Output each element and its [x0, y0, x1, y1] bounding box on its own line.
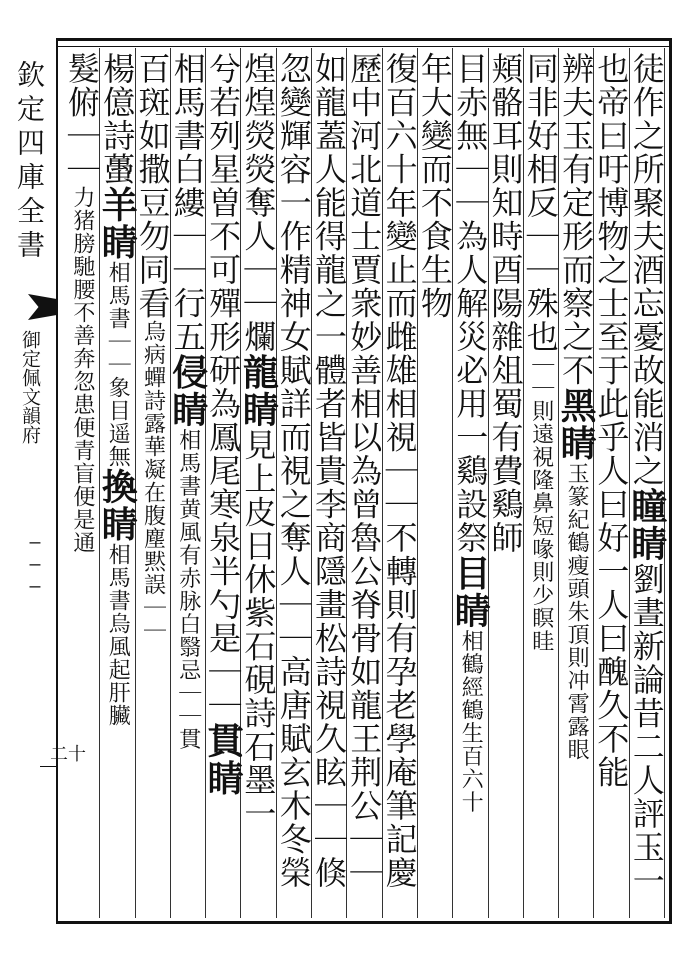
body-text: 劉晝新論昔二人評玉一 [627, 562, 666, 898]
headword: 睛 [555, 424, 598, 462]
body-text: 髮俯｜｜ [62, 52, 101, 186]
headword: 睛 [202, 759, 245, 797]
text-column [61, 52, 103, 914]
annotation-text: 烏病蟬詩露華凝在腹塵黙誤｜｜ [140, 320, 166, 642]
body-text: 如龍蓋人能得龍之一體者皆貴李商隱畫松詩視久眩｜｜倏 [310, 52, 348, 890]
headword: 睛 [96, 223, 139, 261]
headword: 睛 [96, 505, 139, 543]
body-text: 歷中河北道士賈衆妙善相以為曾魯公脊骨如龍王荆公｜｜ [345, 52, 384, 890]
page-number-rule [40, 766, 58, 767]
headword: 羊 [96, 186, 139, 224]
headword: 龍 [237, 353, 280, 391]
body-text: 頬骼耳則知時酉陽雜俎蜀有費鷄師 [486, 52, 525, 555]
headword: 貫 [202, 722, 245, 760]
body-text: 也帝曰吁博物之士至于此乎 [592, 52, 631, 454]
margin-rule [56, 38, 58, 921]
annotation-text: 相馬書黄風有赤脉白翳忌｜｜貫 [175, 428, 201, 751]
headword: 睛 [237, 391, 280, 429]
body-text: 人曰好一人曰醜久不能 [592, 454, 631, 789]
headword: 睛 [166, 391, 209, 429]
fish-tail-mark [28, 294, 58, 320]
annotation-text: ｜｜則遠視隆鼻短喙則少瞑眭 [528, 353, 554, 653]
body-text: 忽變輝容一作精神女賦詳而視之奪人｜｜高唐賦玄木冬榮 [274, 52, 313, 890]
body-text: 年大變而不食生物 [415, 52, 454, 320]
body-text: 見上皮日休紫石硯詩石墨一 [239, 428, 278, 831]
headword: 瞳 [625, 487, 668, 525]
body-text: 復百六十年變止而雌雄相視｜｜不轉則有孕老學庵筆記慶 [380, 52, 419, 890]
body-text: 研為鳳尾寒泉半勺是｜｜ [204, 353, 243, 722]
body-text: 兮若列星曽不可殫形 [204, 52, 243, 354]
body-text: 目赤無｜｜為人解災必用一鷄設祭 [451, 52, 490, 555]
body-text: 煌煌熒熒奪人｜｜爛 [239, 52, 278, 354]
book-title: 欽定四庫全書 [13, 60, 46, 264]
body-text: 相馬書白縷｜｜行五 [168, 52, 207, 354]
annotation-text: 相馬書烏風起肝臟 [105, 543, 131, 727]
body-text: 徒作之所聚夫酒忘憂故能消之 [627, 52, 666, 488]
body-text: 同非好相反｜｜殊也 [521, 52, 560, 354]
annotation-text: 玉篆紀鶴瘦頭朱頂則冲霄露眼 [564, 462, 590, 761]
headword: 換 [96, 468, 139, 506]
top-border-inner-line [56, 46, 669, 47]
page-number: 二十 [50, 744, 86, 765]
headword: 睛 [625, 525, 668, 563]
body-text: 楊億詩蠆 [98, 52, 137, 186]
headword: 睛 [449, 592, 492, 630]
margin-dash-mark: ‒ ‒ ‒ [28, 529, 42, 597]
book-subtitle: 御定佩文韻府 [19, 330, 41, 444]
annotation-text: 力猪膀馳腰不善奔 [69, 186, 95, 370]
annotation-text: 相馬書｜｜象目遥無 [105, 261, 131, 468]
headword: 侵 [166, 353, 209, 391]
annotation-text: 忽患便青盲便是通 [69, 370, 95, 554]
annotation-text: 相鶴經鶴生百六十 [458, 629, 484, 814]
headword: 黑 [555, 387, 598, 425]
body-text: 百斑如撒豆勿同看 [133, 52, 172, 320]
body-text: 辨夫玉有定形而察之不 [557, 52, 596, 387]
headword: 目 [449, 554, 492, 592]
